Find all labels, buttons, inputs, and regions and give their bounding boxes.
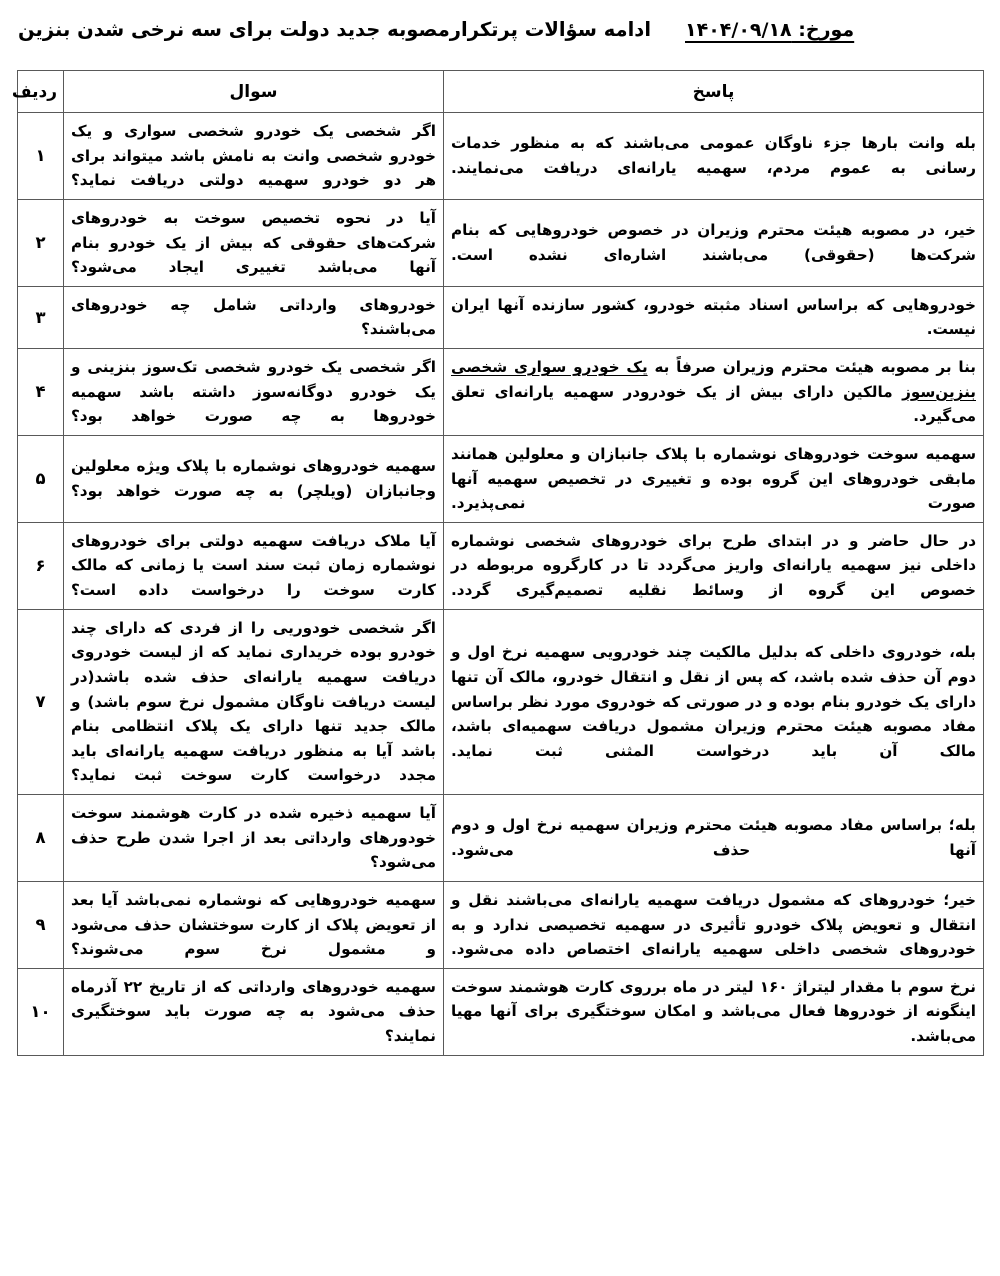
answer-text-underlined: یک خودرو سواری شخصی بنزین‌سوز [451,358,976,401]
table-header [11,71,984,113]
answer-cell: خودروهایی که براساس اسناد مثبته خودرو، کشور سازنده آنها ایران نیست. [444,286,984,348]
table-header-row [18,71,984,113]
question-cell: سهمیه خودروهای وارداتی که از تاریخ ۲۲ آذرماه حذف می‌شود به چه صورت باید سوختگیری نمایند؟ [64,968,444,1055]
answer-text-pre: بنا بر مصوبه هیئت محترم وزیران صرفاً به [647,358,976,376]
row-number-cell: ۴ [18,349,64,436]
column-header-row-number: ردیف [18,71,64,113]
answer-cell [444,349,984,436]
question-cell: اگر شخصی خودوریی را از فردی که دارای چند خودرو بوده خریداری نماید که از لیست خودروی دریافت سهمیه یارانه‌ای حذف شده باشد(در لیست دریافت ناوگان مشمول نرخ سوم باشد) و مالک جدید تنها دارای یک پلاک انتظامی بنام باشد آیا به منظور دریافت سهمیه یارانه‌ای باید مجدد درخواست کارت سوخت ثبت نماید؟ [64,609,444,794]
answer-cell: در حال حاضر و در ابتدای طرح برای خودروهای شخصی نوشماره داخلی نیز سهمیه یارانه‌ای واریز می‌گردد تا در کارگروه مربوطه در خصوص این گروه از وسائط نقلیه تصمیم‌گیری گردد. [444,522,984,609]
answer-cell: خیر، در مصوبه هیئت محترم وزیران در خصوص خودروهایی که بنام شرکت‌ها (حقوقی) می‌باشند اشاره‌ای نشده است. [444,199,984,286]
answer-text-post: مالکین دارای بیش از یک خودرودر سهمیه یارانه‌ای تعلق می‌گیرد. [451,382,976,426]
question-cell: آیا سهمیه ذخیره شده در کارت هوشمند سوخت خودورهای وارداتی بعد از اجرا شدن طرح حذف می‌شود؟ [64,795,444,882]
row-number-cell: ۱۰ [18,968,64,1055]
question-cell: اگر شخصی یک خودرو شخصی سواری و یک خودرو شخصی وانت به نامش باشد میتواند برای هر دو خودرو سهمیه دولتی دریافت نماید؟ [64,113,444,200]
row-number-cell: ۵ [18,435,64,522]
table-row [18,881,984,968]
document-date: مورخ: ۱۴۰۴/۰۹/۱۸ [685,19,855,41]
row-number-cell: ۷ [18,609,64,794]
document-header [0,0,1000,70]
answer-cell: بله وانت بارها جزء ناوگان عمومی می‌باشند که به منظور خدمات رسانی به عموم مردم، سهمیه یارانه‌ای دریافت می‌نمایند. [444,113,984,200]
faq-table [11,70,984,1056]
answer-cell: خیر؛ خودروهای که مشمول دریافت سهمیه یارانه‌ای می‌باشند نقل و انتقال و تعویض پلاک خودرو تأثیری در سهمیه تخصیصی ندارد و به خودروهای شخصی داخلی سهمیه یارانه‌ای اختصاص داده می‌شود. [444,881,984,968]
table-row [18,199,984,286]
answer-cell: نرخ سوم با مقدار لیتراژ ۱۶۰ لیتر در ماه برروی کارت هوشمند سوخت اینگونه از خودروها فعال می‌باشد و امکان سوختگیری برای آنها مهیا می‌باشد. [444,968,984,1055]
row-number-cell: ۶ [18,522,64,609]
answer-cell: سهمیه سوخت خودروهای نوشماره با پلاک جانبازان و معلولین همانند مابقی خودروهای این گروه بوده و تغییری در تخصیص سهمیه آنها صورت نمی‌پذیرد. [444,435,984,522]
page-title: ادامه سؤالات پرتکرارمصوبه جدید دولت برای سه نرخی شدن بنزین [18,18,651,41]
row-number-cell: ۳ [18,286,64,348]
question-cell: آیا در نحوه تخصیص سوخت به خودروهای شرکت‌های حقوقی که بیش از یک خودرو بنام آنها می‌باشد تغییری ایجاد می‌شود؟ [64,199,444,286]
table-row [18,349,984,436]
row-number-cell: ۸ [18,795,64,882]
column-header-question: سوال [64,71,444,113]
row-number-cell: ۱ [18,113,64,200]
table-row [18,609,984,794]
table-row [18,522,984,609]
question-cell: سهمیه خودروهایی که نوشماره نمی‌باشد آیا بعد از تعویض پلاک از کارت سوختشان حذف می‌شود و مشمول نرخ سوم می‌شوند؟ [64,881,444,968]
table-row [18,113,984,200]
question-cell: خودروهای وارداتی شامل چه خودروهای می‌باشند؟ [64,286,444,348]
table-row [18,968,984,1055]
question-cell: آیا ملاک دریافت سهمیه دولتی برای خودروهای نوشماره زمان ثبت سند است یا زمانی که مالک کارت سوخت را درخواست داده است؟ [64,522,444,609]
answer-cell: بله؛ براساس مفاد مصوبه هیئت محترم وزیران سهمیه نرخ اول و دوم آنها حذف می‌شود. [444,795,984,882]
question-cell: سهمیه خودروهای نوشماره با پلاک ویژه معلولین وجانبازان (ویلچر) به چه صورت خواهد بود؟ [64,435,444,522]
table-row [18,435,984,522]
table-body [18,113,984,1056]
row-number-cell: ۹ [18,881,64,968]
question-cell: اگر شخصی یک خودرو شخصی تک‌سوز بنزینی و یک خودرو دوگانه‌سوز داشته باشد سهمیه خودروها به چه صورت خواهد بود؟ [64,349,444,436]
row-number-cell: ۲ [18,199,64,286]
table-row [18,286,984,348]
column-header-answer: پاسخ [444,71,984,113]
answer-cell: بله، خودروی داخلی که بدلیل مالکیت چند خودرویی سهمیه نرخ اول و دوم آن حذف شده باشد، که پس از نقل و انتقال خودرو، مالک آن تنها دارای یک خودرو بنام بوده و در صورتی که خودروی مورد نظر براساس مفاد مصوبه هیئت محترم وزیران مشمول دریافت سهمیه‌ای باشد، مالک آن باید درخواست المثنی ثبت نماید. [444,609,984,794]
table-row [18,795,984,882]
